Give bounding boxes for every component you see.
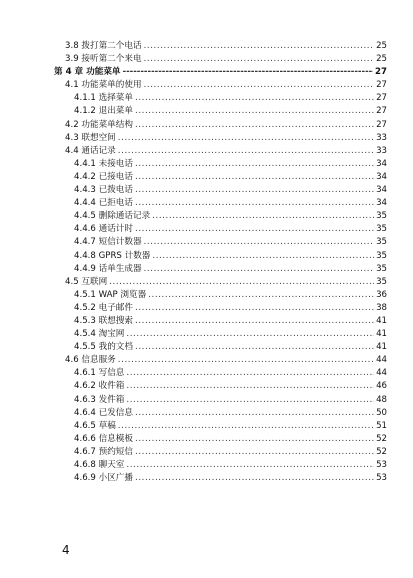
toc-entry[interactable] <box>54 367 387 380</box>
toc-entry-page: 35 <box>376 250 387 261</box>
toc-entry-page: 25 <box>376 41 387 51</box>
toc-entry-title: 4.4.4 已拒电话 <box>74 198 133 209</box>
toc-entry-title: 4.4.8 GPRS 计数器 <box>74 250 151 261</box>
toc-entry-page: 35 <box>376 211 387 222</box>
toc-entry-title: 3.9 接听第二个来电 <box>65 54 142 65</box>
toc-entry[interactable] <box>54 158 387 171</box>
toc-entry-page: 48 <box>376 394 387 405</box>
toc-entry-title: 4.5.3 联想搜索 <box>74 315 133 326</box>
toc-leader-dots <box>152 250 374 263</box>
toc-entry-page: 35 <box>376 276 387 287</box>
toc-entry[interactable] <box>54 289 387 302</box>
toc-entry-title: 4.3 联想空间 <box>65 132 116 143</box>
toc-entry-page: 41 <box>376 329 387 340</box>
toc-entry[interactable] <box>54 394 387 407</box>
toc-entry[interactable] <box>54 40 387 53</box>
toc-leader-dots <box>123 66 374 79</box>
toc-entry-title: 4.4.7 短信计数器 <box>74 237 142 248</box>
toc-leader-dots <box>126 328 374 341</box>
toc-entry[interactable] <box>54 328 387 341</box>
toc-leader-dots <box>135 433 374 446</box>
toc-entry[interactable] <box>54 184 387 197</box>
toc-entry-page: 33 <box>376 145 387 156</box>
toc-leader-dots <box>118 354 374 367</box>
toc-entry-title: 3.8 拨打第二个电话 <box>65 41 142 51</box>
toc-leader-dots <box>135 105 374 118</box>
toc-entry-title: 4.4.9 话单生成器 <box>74 263 142 274</box>
toc-entry-page: 33 <box>376 132 387 143</box>
toc-leader-dots <box>152 210 374 223</box>
toc-entry-page: 25 <box>376 54 387 65</box>
toc-leader-dots <box>135 119 374 132</box>
toc-leader-dots <box>135 315 374 328</box>
toc-entry-title: 4.5.1 WAP 浏览器 <box>74 289 147 300</box>
toc-entry-page: 27 <box>375 67 387 78</box>
toc-leader-dots <box>135 184 374 197</box>
toc-entry-title: 4.4 通话记录 <box>65 145 116 156</box>
toc-entry-title: 4.1.2 退出菜单 <box>74 106 133 117</box>
toc-leader-dots <box>135 472 374 485</box>
toc-leader-dots <box>148 289 374 302</box>
toc-entry-title: 4.6.4 已发信息 <box>74 407 133 418</box>
toc-entry-page: 35 <box>376 263 387 274</box>
toc-leader-dots <box>109 276 374 289</box>
table-of-contents <box>54 40 387 485</box>
toc-entry-title: 4.6.3 发件箱 <box>74 394 125 405</box>
toc-entry[interactable] <box>54 446 387 459</box>
toc-entry[interactable] <box>54 302 387 315</box>
toc-entry[interactable] <box>54 236 387 249</box>
toc-entry-page: 51 <box>376 420 387 431</box>
toc-leader-dots <box>126 367 374 380</box>
toc-entry[interactable] <box>54 263 387 276</box>
toc-chapter-entry[interactable] <box>54 66 387 79</box>
toc-entry-page: 41 <box>376 315 387 326</box>
toc-entry-page: 27 <box>376 119 387 130</box>
toc-leader-dots <box>144 263 374 276</box>
toc-entry[interactable] <box>54 145 387 158</box>
toc-entry-page: 27 <box>376 80 387 91</box>
toc-entry-page: 38 <box>376 302 387 313</box>
toc-entry[interactable] <box>54 354 387 367</box>
toc-leader-dots <box>135 341 374 354</box>
toc-leader-dots <box>135 446 374 459</box>
toc-entry[interactable] <box>54 407 387 420</box>
page-number: 4 <box>62 543 70 557</box>
toc-entry[interactable] <box>54 433 387 446</box>
toc-entry-page: 41 <box>376 342 387 353</box>
toc-entry[interactable] <box>54 420 387 433</box>
toc-leader-dots <box>135 197 374 210</box>
toc-entry-title: 4.5.2 电子邮件 <box>74 302 133 313</box>
toc-entry-title: 第 4 章 功能菜单 <box>54 67 121 78</box>
toc-entry-title: 4.6.1 写信息 <box>74 368 125 379</box>
toc-entry-page: 52 <box>376 446 387 457</box>
toc-entry-title: 4.5.4 淘宝网 <box>74 329 125 340</box>
toc-entry-page: 27 <box>376 106 387 117</box>
toc-entry-title: 4.4.6 通话计时 <box>74 224 133 235</box>
toc-entry-title: 4.1 功能菜单的使用 <box>65 80 142 91</box>
toc-entry-page: 50 <box>376 407 387 418</box>
toc-entry-page: 36 <box>376 289 387 300</box>
toc-entry[interactable] <box>54 79 387 92</box>
toc-leader-dots <box>135 223 374 236</box>
toc-leader-dots <box>144 236 374 249</box>
toc-leader-dots <box>135 92 374 105</box>
toc-entry-title: 4.5 互联网 <box>65 276 108 287</box>
toc-entry-page: 44 <box>376 355 387 366</box>
toc-leader-dots <box>135 302 374 315</box>
toc-entry-title: 4.4.3 已拨电话 <box>74 185 133 196</box>
toc-entry-title: 4.1.1 选择菜单 <box>74 93 133 104</box>
toc-entry[interactable] <box>54 472 387 485</box>
toc-entry[interactable] <box>54 210 387 223</box>
toc-entry-title: 4.6.9 小区广播 <box>74 473 133 484</box>
toc-entry[interactable] <box>54 276 387 289</box>
toc-leader-dots <box>144 79 375 92</box>
toc-entry[interactable] <box>54 53 387 66</box>
toc-leader-dots <box>126 394 374 407</box>
toc-entry[interactable] <box>54 119 387 132</box>
toc-entry[interactable] <box>54 341 387 354</box>
toc-entry[interactable] <box>54 315 387 328</box>
toc-entry-page: 52 <box>376 433 387 444</box>
toc-leader-dots <box>126 459 374 472</box>
toc-entry[interactable] <box>54 105 387 118</box>
toc-leader-dots <box>144 40 375 53</box>
toc-entry-title: 4.6.6 信息模板 <box>74 433 133 444</box>
toc-leader-dots <box>135 407 374 420</box>
toc-leader-dots <box>118 145 374 158</box>
toc-entry-title: 4.5.5 我的文档 <box>74 342 133 353</box>
toc-entry[interactable] <box>54 171 387 184</box>
toc-entry[interactable] <box>54 459 387 472</box>
toc-entry-title: 4.4.1 未接电话 <box>74 158 133 169</box>
toc-entry[interactable] <box>54 223 387 236</box>
toc-entry-page: 53 <box>376 473 387 484</box>
toc-leader-dots <box>118 420 374 433</box>
toc-entry-title: 4.6.7 预约短信 <box>74 446 133 457</box>
toc-entry-title: 4.6 信息服务 <box>65 355 116 366</box>
toc-entry-page: 53 <box>376 460 387 470</box>
toc-entry-title: 4.6.5 草稿 <box>74 420 116 431</box>
toc-entry-title: 4.6.8 聊天室 <box>74 460 125 470</box>
toc-entry-title: 4.4.2 已接电话 <box>74 171 133 182</box>
toc-entry[interactable] <box>54 380 387 393</box>
toc-entry[interactable] <box>54 92 387 105</box>
toc-entry-page: 34 <box>376 198 387 209</box>
toc-leader-dots <box>126 380 374 393</box>
toc-entry-page: 27 <box>376 93 387 104</box>
toc-entry-title: 4.4.5 删除通话记录 <box>74 211 151 222</box>
toc-leader-dots <box>135 158 374 171</box>
toc-entry-title: 4.6.2 收件箱 <box>74 381 125 392</box>
toc-entry-page: 35 <box>376 237 387 248</box>
toc-entry[interactable] <box>54 197 387 210</box>
toc-entry[interactable] <box>54 132 387 145</box>
toc-entry-page: 46 <box>376 381 387 392</box>
toc-entry[interactable] <box>54 250 387 263</box>
toc-entry-page: 34 <box>376 171 387 182</box>
toc-entry-page: 35 <box>376 224 387 235</box>
toc-entry-page: 34 <box>376 185 387 196</box>
toc-entry-page: 34 <box>376 158 387 169</box>
toc-entry-page: 44 <box>376 368 387 379</box>
toc-entry-title: 4.2 功能菜单结构 <box>65 119 133 130</box>
toc-leader-dots <box>118 132 374 145</box>
toc-leader-dots <box>144 53 375 66</box>
toc-leader-dots <box>135 171 374 184</box>
